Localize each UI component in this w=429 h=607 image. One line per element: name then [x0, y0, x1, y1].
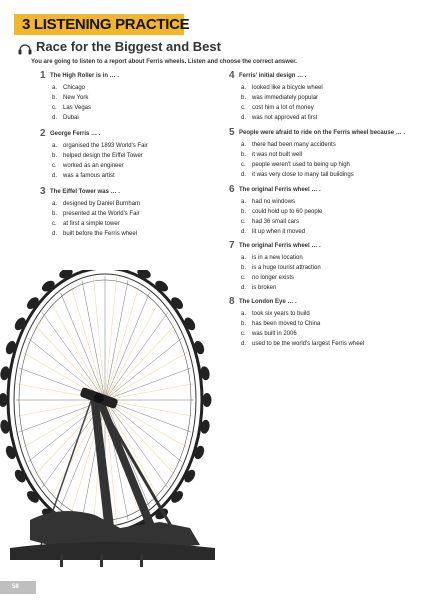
option-text: Las Vegas: [63, 105, 92, 111]
option-letter: d.: [241, 229, 247, 235]
question-text: The original Ferris wheel … .: [239, 243, 321, 249]
option-text: could hold up to 60 people: [252, 209, 323, 215]
option-letter: a.: [241, 255, 247, 261]
option-d[interactable]: [241, 228, 305, 236]
option-c[interactable]: [241, 274, 294, 282]
option-a[interactable]: [241, 141, 336, 149]
option-text: organised the 1893 World's Fair: [63, 143, 148, 149]
option-letter: a.: [241, 142, 247, 148]
question-number: 1: [40, 70, 46, 81]
question-text: People were afraid to ride on the Ferris wheel because … .: [239, 130, 406, 136]
question-text: The London Eye … .: [239, 299, 297, 305]
option-text: it was not built well: [252, 152, 303, 158]
option-text: New York: [63, 95, 89, 101]
option-text: Chicago: [63, 85, 86, 91]
option-letter: c.: [52, 221, 57, 227]
option-text: it was very close to many tall buildings: [252, 172, 354, 178]
option-b[interactable]: [52, 152, 143, 160]
option-letter: a.: [52, 143, 58, 149]
option-a[interactable]: [241, 198, 295, 206]
option-letter: b.: [52, 153, 58, 159]
option-text: had 36 small cars: [252, 219, 300, 225]
option-text: is a huge tourist attraction: [252, 265, 321, 271]
option-letter: c.: [241, 331, 246, 337]
option-d[interactable]: [241, 171, 354, 179]
option-letter: c.: [241, 105, 246, 111]
option-letter: b.: [241, 152, 247, 158]
option-letter: a.: [52, 85, 58, 91]
option-text: used to be the world's largest Ferris wheel: [252, 341, 365, 347]
option-text: had no windows: [252, 199, 296, 205]
option-b[interactable]: [52, 94, 88, 102]
option-b[interactable]: [241, 94, 318, 102]
option-text: worked as an engineer: [63, 163, 124, 169]
question-number: 5: [229, 127, 235, 138]
option-a[interactable]: [52, 84, 85, 92]
option-letter: d.: [241, 341, 247, 347]
option-d[interactable]: [241, 340, 364, 348]
option-c[interactable]: [241, 104, 314, 112]
option-text: was not approved at first: [252, 115, 318, 121]
option-text: there had been many accidents: [252, 142, 336, 148]
option-text: looked like a bicycle wheel: [252, 85, 323, 91]
question-number: 4: [229, 70, 235, 81]
option-text: cost him a lot of money: [252, 105, 314, 111]
option-letter: c.: [241, 275, 246, 281]
option-letter: b.: [241, 209, 247, 215]
option-letter: c.: [52, 105, 57, 111]
option-letter: d.: [241, 172, 247, 178]
option-text: people weren't used to being up high: [252, 162, 350, 168]
option-text: lit up when it moved: [252, 229, 306, 235]
option-c[interactable]: [241, 330, 297, 338]
option-letter: c.: [241, 162, 246, 168]
option-letter: b.: [52, 211, 58, 217]
option-letter: a.: [52, 201, 58, 207]
question-number: 6: [229, 184, 235, 195]
section-title: 3 LISTENING PRACTICE: [22, 16, 190, 33]
option-text: helped design the Eiffel Tower: [63, 153, 143, 159]
option-d[interactable]: [52, 230, 137, 238]
option-text: presented at the World's Fair: [63, 211, 140, 217]
option-text: designed by Daniel Burnham: [63, 201, 141, 207]
option-letter: b.: [52, 95, 58, 101]
instructions: You are going to listen to a report about Ferris wheels. Listen and choose the correct answer.: [31, 59, 297, 65]
option-a[interactable]: [241, 84, 323, 92]
page-number: 58: [12, 584, 19, 590]
question-number: 7: [229, 240, 235, 251]
option-letter: a.: [241, 199, 247, 205]
option-b[interactable]: [241, 151, 302, 159]
option-letter: d.: [241, 285, 247, 291]
option-text: is broken: [252, 285, 277, 291]
option-c[interactable]: [241, 218, 299, 226]
option-text: was immediately popular: [252, 95, 319, 101]
question-number: 8: [229, 296, 235, 307]
option-c[interactable]: [52, 162, 124, 170]
question-number: 2: [40, 128, 46, 139]
option-b[interactable]: [241, 208, 322, 216]
option-letter: a.: [241, 311, 247, 317]
option-text: was a famous artist: [63, 173, 115, 179]
option-text: at first a simple tower: [63, 221, 120, 227]
option-letter: d.: [52, 231, 58, 237]
option-letter: d.: [52, 115, 58, 121]
option-text: no longer exists: [252, 275, 295, 281]
option-b[interactable]: [241, 320, 320, 328]
option-d[interactable]: [52, 172, 115, 180]
option-a[interactable]: [52, 142, 148, 150]
question-text: The Eiffel Tower was … .: [50, 189, 120, 195]
question-text: George Ferris … .: [50, 131, 101, 137]
option-letter: b.: [241, 95, 247, 101]
option-text: built before the Ferris wheel: [63, 231, 138, 237]
option-text: was built in 2006: [252, 331, 297, 337]
option-c[interactable]: [52, 220, 120, 228]
question-text: Ferris' initial design … .: [239, 73, 307, 79]
question-number: 3: [40, 186, 46, 197]
option-a[interactable]: [52, 200, 140, 208]
option-b[interactable]: [52, 210, 140, 218]
option-a[interactable]: [241, 310, 310, 318]
option-letter: c.: [52, 163, 57, 169]
option-letter: d.: [241, 115, 247, 121]
question-text: The original Ferris wheel … .: [239, 187, 321, 193]
option-text: has been moved to China: [252, 321, 321, 327]
exercise-title: Race for the Biggest and Best: [36, 39, 221, 54]
option-b[interactable]: [241, 264, 321, 272]
option-letter: b.: [241, 265, 247, 271]
option-d[interactable]: [241, 114, 317, 122]
option-letter: b.: [241, 321, 247, 327]
option-c[interactable]: [52, 104, 91, 112]
option-a[interactable]: [241, 254, 303, 262]
option-letter: c.: [241, 219, 246, 225]
option-text: is in a new location: [252, 255, 303, 261]
option-letter: a.: [241, 85, 247, 91]
option-c[interactable]: [241, 161, 350, 169]
option-text: Dubai: [63, 115, 79, 121]
option-text: took six years to build: [252, 311, 310, 317]
question-text: The High Roller is in … .: [50, 73, 120, 79]
option-letter: d.: [52, 173, 58, 179]
option-d[interactable]: [52, 114, 79, 122]
option-d[interactable]: [241, 284, 276, 292]
